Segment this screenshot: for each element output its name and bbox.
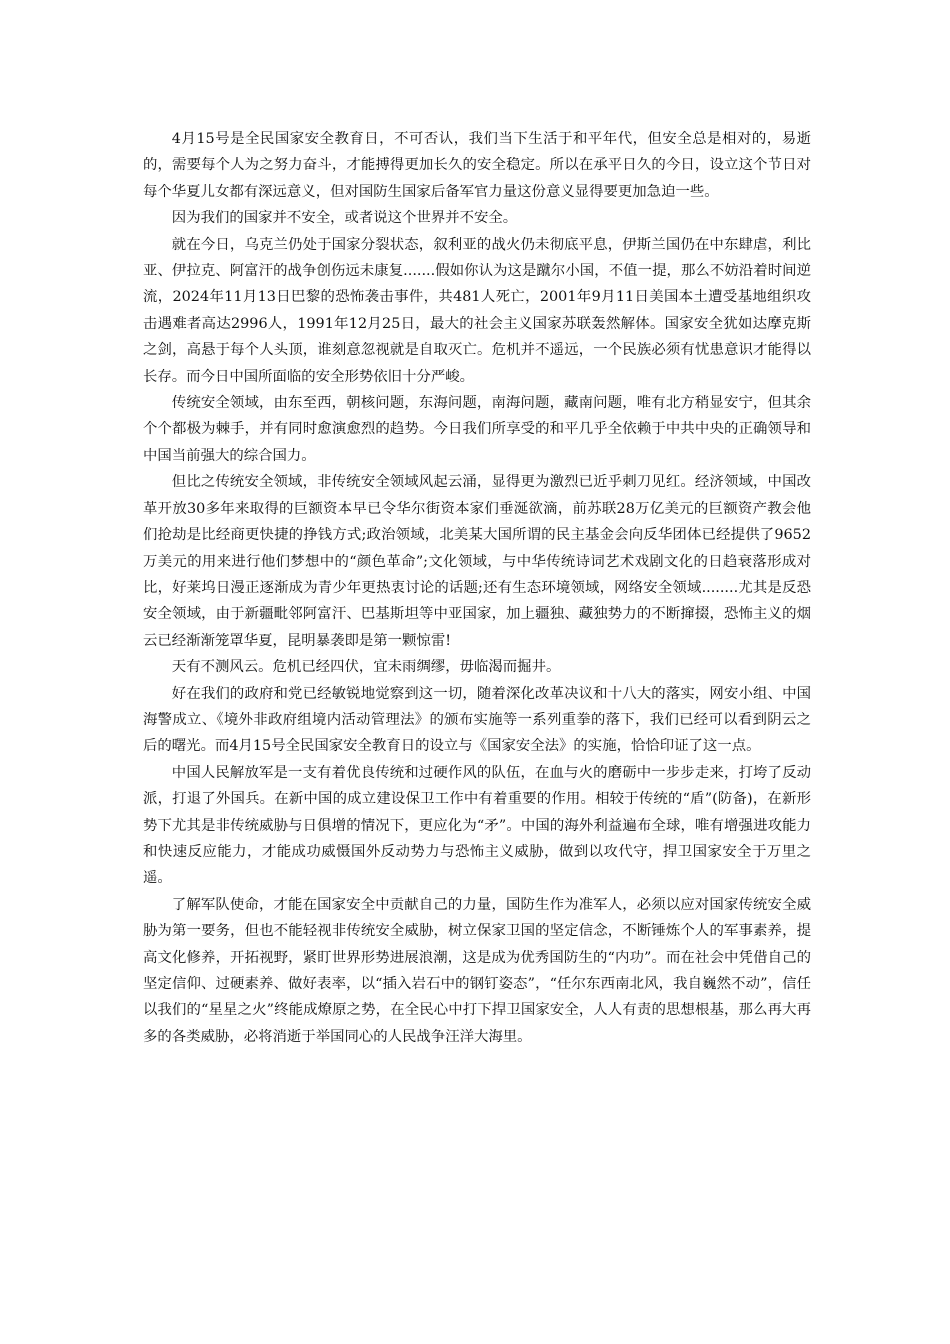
paragraph-7: 好在我们的政府和党已经敏锐地觉察到这一切，随着深化改革决议和十八大的落实，网安小组、中国海警成立、《境外非政府组境内活动管理法》的颁布实施等一系列重拳的落下，我们已经可以看到阴云之后的曙光。而4月15号全民国家安全教育日的设立与《国家安全法》的实施，恰恰印证了这一点。	[143, 685, 811, 755]
paragraph-1: 4月15号是全民国家安全教育日，不可否认，我们当下生活于和平年代，但安全总是相对的，易逝的，需要每个人为之努力奋斗，才能搏得更加长久的安全稳定。所以在承平日久的今日，设立这个节日对每个华夏儿女都有深远意义，但对国防生国家后备军官力量这份意义显得要更加急迫一些。	[143, 131, 811, 200]
paragraph-5: 但比之传统安全领域，非传统安全领域风起云涌，显得更为激烈已近乎刺刀见红。经济领域，中国改革开放30多年来取得的巨额资本早已令华尔街资本家们垂涎欲滴，前苏联28万亿美元的巨额资产教会他们抢劫是比经商更快捷的挣钱方式;政治领域，北美某大国所谓的民主基金会向反华团体已经提供了9652万美元的用来进行他们梦想中的“颜色革命”;文化领域，与中华传统诗词艺术戏剧文化的日趋衰落形成对比，好莱坞日漫正逐渐成为青少年更热衷讨论的话题;还有生态环境领域，网络安全领域........尤其是反恐安全领域，由于新疆毗邻阿富汗、巴基斯坦等中亚国家，加上疆独、藏独势力的不断撺掇，恐怖主义的烟云已经渐渐笼罩华夏，昆明暴袭即是第一颗惊雷!	[143, 474, 811, 649]
paragraph-8: 中国人民解放军是一支有着优良传统和过硬作风的队伍，在血与火的磨砺中一步步走来，打垮了反动派，打退了外国兵。在新中国的成立建设保卫工作中有着重要的作用。相较于传统的“盾”(防备)，在新形势下尤其是非传统威胁与日俱增的情况下，更应化为“矛”。中国的海外利益遍布全球，唯有增强进攻能力和快速反应能力，才能成功威慑国外反动势力与恐怖主义威胁，做到以攻代守，捍卫国家安全于万里之遥。	[143, 764, 811, 887]
paragraph-6: 天有不测风云。危机已经四伏，宜未雨绸缪，毋临渴而掘井。	[171, 659, 561, 676]
paragraph-9: 了解军队使命，才能在国家安全中贡献自己的力量，国防生作为准军人，必须以应对国家传统安全威胁为第一要务，但也不能轻视非传统安全威胁，树立保家卫国的坚定信念，不断锤炼个人的军事素养，提高文化修养，开拓视野，紧盯世界形势进展浪潮，这是成为优秀国防生的“内功”。而在社会中凭借自己的坚定信仰、过硬素养、做好表率，以“插入岩石中的钢钉姿态”，“任尔东西南北风，我自巍然不动”，信任以我们的“星星之火”终能成燎原之势，在全民心中打下捍卫国家安全，人人有责的思想根基，那么再大再多的各类威胁，必将消逝于举国同心的人民战争汪洋大海里。	[143, 896, 811, 1045]
paragraph-2: 因为我们的国家并不安全，或者说这个世界并不安全。	[171, 210, 518, 227]
document-body	[143, 126, 811, 1050]
paragraph-3: 就在今日，乌克兰仍处于国家分裂状态，叙利亚的战火仍未彻底平息，伊斯兰国仍在中东肆虐，利比亚、伊拉克、阿富汗的战争创伤远未康复.......假如你认为这是蹴尔小国，不值一提，那么不妨沿着时间逆流，2024年11月13日巴黎的恐怖袭击事件，共481人死亡，2001年9月11日美国本土遭受基地组织攻击遇难者高达2996人，1991年12月25日，最大的社会主义国家苏联轰然解体。国家安全犹如达摩克斯之剑，高悬于每个人头顶，谁刻意忽视就是自取灭亡。危机并不遥远，一个民族必须有忧患意识才能得以长存。而今日中国所面临的安全形势依旧十分严峻。	[143, 236, 811, 385]
paragraph-4: 传统安全领域，由东至西，朝核问题，东海问题，南海问题，藏南问题，唯有北方稍显安宁，但其余个个都极为棘手，并有同时愈演愈烈的趋势。今日我们所享受的和平几乎全依赖于中共中央的正确领导和中国当前强大的综合国力。	[143, 395, 811, 464]
